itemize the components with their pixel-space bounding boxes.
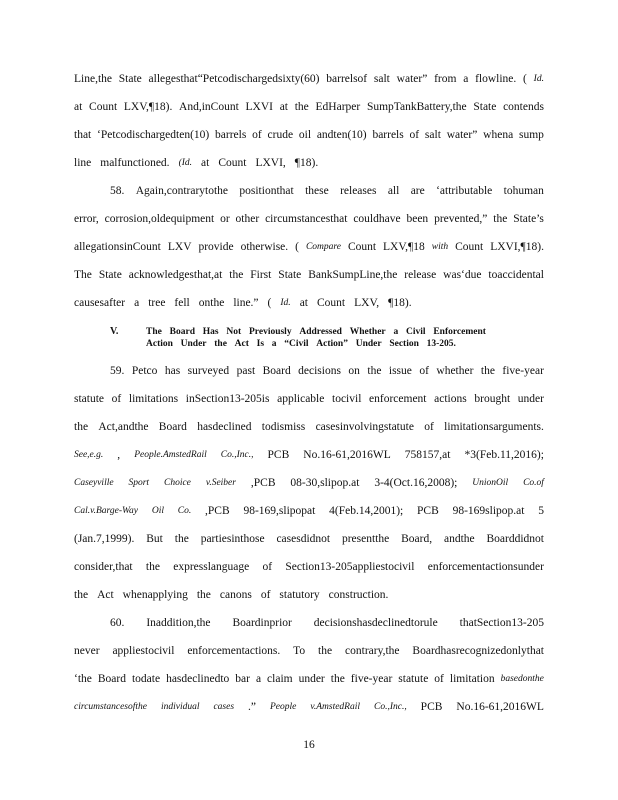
text-line (74, 392, 544, 406)
word: water” (446, 129, 478, 141)
word: corrosion,oldequipment (104, 213, 215, 225)
text-line (74, 504, 544, 518)
word: Id. (533, 74, 544, 84)
word: And,inCount (179, 101, 239, 113)
heading-word: Civil (406, 327, 426, 337)
word: barrelsof (326, 73, 368, 85)
heading-word: Not (226, 327, 242, 337)
heading-word: Enforcement (433, 327, 486, 337)
word: flowline. (475, 73, 517, 85)
word: statute (398, 673, 429, 685)
word: at (201, 157, 210, 169)
word: of (434, 673, 444, 685)
word: positionthat (239, 185, 294, 197)
word: expresslanguage (173, 561, 250, 573)
word: Count (89, 101, 118, 113)
word: of (409, 129, 420, 141)
word: contrary,the (345, 645, 400, 657)
word: (Jan.7,1999). (74, 533, 135, 545)
word: has (164, 365, 181, 377)
word: Board (97, 673, 126, 685)
word: or (220, 213, 230, 225)
word: on (348, 365, 360, 377)
word: under (517, 393, 544, 405)
word: enforcementactions. (187, 645, 281, 657)
word: past (236, 365, 256, 377)
word: barrels (372, 129, 404, 141)
word: provide (198, 241, 234, 253)
word: malfunctioned. (100, 157, 170, 169)
word: canons (219, 589, 252, 601)
word: the (74, 421, 89, 433)
word: bar (235, 673, 250, 685)
heading-word: the (214, 339, 227, 349)
heading-word: “Civil (284, 339, 309, 349)
word: Board, (401, 533, 433, 545)
word: State (98, 269, 122, 281)
text-line (74, 240, 544, 254)
section-heading-line-2 (146, 338, 456, 350)
word: Count (218, 157, 247, 169)
word: andthe (443, 533, 475, 545)
word: State (118, 73, 142, 85)
word: a (134, 297, 140, 309)
word: of (424, 421, 434, 433)
word: allegationsinCount (74, 241, 161, 253)
word: the (145, 561, 160, 573)
word: inSection13-205is (185, 393, 270, 405)
word: enforcement (369, 393, 427, 405)
word: claim (267, 673, 293, 685)
word: a (255, 673, 262, 685)
word: State’s (513, 213, 544, 225)
word: People.AmstedRail (134, 450, 207, 460)
section-heading-line-1 (146, 326, 486, 338)
word: People (269, 702, 297, 712)
word: Count (347, 241, 377, 253)
word: PCB (420, 701, 443, 713)
word: ‘Petcodischargedten(10) (97, 129, 210, 141)
word: applicable (277, 393, 325, 405)
word: Co.of (523, 478, 544, 488)
word: the (174, 533, 189, 545)
word: was‘due (443, 269, 482, 281)
word: LXVI,¶18). (490, 241, 544, 253)
word: been (406, 213, 429, 225)
word: couldhave (353, 213, 401, 225)
word: Cal.v.Barge-Way (74, 506, 139, 516)
word: the (196, 589, 211, 601)
word: surveyed (187, 365, 230, 377)
word: at (279, 101, 289, 113)
word: the (330, 673, 345, 685)
word: allegesthat“Petcodischargedsixty(60) (148, 73, 320, 85)
word: 5 (538, 505, 544, 517)
word: Sport (128, 478, 150, 488)
word: of (111, 393, 122, 405)
word: Compare (305, 242, 341, 252)
word: limitations (128, 393, 179, 405)
word: whenapplying (122, 589, 188, 601)
word: hasdeclinedto (166, 673, 230, 685)
word: circumstancesofthe (74, 702, 147, 712)
word: of (252, 129, 262, 141)
word: Boardhasrecognizedonlythat (412, 645, 544, 657)
word: The (74, 269, 92, 281)
word: contends (503, 101, 544, 113)
word: SumpTankBattery,the (366, 101, 467, 113)
word: five-year (350, 673, 393, 685)
word: 98-169,slipopat (243, 505, 316, 517)
word: of (260, 589, 271, 601)
heading-word: Under (355, 339, 382, 349)
heading-word: Act (234, 339, 249, 349)
word: Inaddition,the (146, 617, 211, 629)
text-line (74, 560, 544, 574)
word: line.” (233, 297, 259, 309)
word: UnionOil (472, 478, 509, 488)
word: BankSumpLine,the (308, 269, 398, 281)
heading-word: Section (389, 339, 419, 349)
word: PCB (417, 505, 439, 517)
heading-word: Is (256, 339, 265, 349)
word: casesinvolvingstatute (315, 421, 414, 433)
word: State (473, 101, 497, 113)
heading-word: Has (202, 327, 219, 337)
word: ¶18). (388, 297, 412, 309)
heading-word: Under (180, 339, 207, 349)
word: Co.,Inc., (220, 450, 254, 460)
word: limitationsarguments. (444, 421, 544, 433)
word: See,e.g. (74, 450, 104, 460)
word: Count (455, 241, 484, 253)
text-line (110, 184, 544, 198)
word: fell (174, 297, 190, 309)
word: other (235, 213, 260, 225)
text-line (74, 100, 544, 114)
word: salt (424, 129, 441, 141)
word: LXV (167, 241, 192, 253)
word: To (293, 645, 306, 657)
word: casesdidnot (276, 533, 331, 545)
word: 08-30,slipop.at (290, 477, 360, 489)
word: never (74, 645, 100, 657)
word: ,PCB (205, 505, 230, 517)
word: .” (248, 701, 256, 713)
word: onthe (198, 297, 225, 309)
word: Act,andthe (98, 421, 149, 433)
heading-word: Whether (349, 327, 386, 337)
word: todismiss (261, 421, 306, 433)
word: are (410, 185, 425, 197)
heading-word: The (146, 327, 162, 337)
section-number: V. (110, 326, 119, 337)
word: the (493, 213, 508, 225)
word: statute (74, 393, 105, 405)
word: brought (474, 393, 511, 405)
text-line (74, 156, 544, 170)
word: v.AmstedRail (310, 702, 361, 712)
word: the (318, 645, 333, 657)
text-line (74, 588, 544, 602)
word: under (298, 673, 325, 685)
text-line (74, 476, 544, 490)
word: LXV,¶18 (383, 241, 425, 253)
word: sump (518, 129, 544, 141)
word: ¶18). (294, 157, 319, 169)
word: ( (295, 241, 299, 253)
word: salt (373, 73, 390, 85)
text-line (110, 364, 544, 378)
word: ‘the (74, 673, 92, 685)
word: 98-169slipop.at (452, 505, 525, 517)
word: First (250, 269, 272, 281)
word: individual (160, 702, 200, 712)
word: (Id. (178, 158, 193, 168)
word: Caseyville (74, 478, 114, 488)
word: ,PCB (250, 477, 276, 489)
word: 60. (110, 617, 125, 629)
word: Petco (131, 365, 158, 377)
word: tocivil (332, 393, 362, 405)
word: causesafter (74, 297, 126, 309)
word: oil (298, 129, 312, 141)
heading-word: Addressed (299, 327, 342, 337)
word: of (262, 561, 273, 573)
word: Oil (151, 506, 164, 516)
word: 3-4(Oct.16,2008); (374, 477, 458, 489)
word: that (74, 129, 92, 141)
heading-word: Previously (249, 327, 292, 337)
word: acknowledgesthat,at (128, 269, 223, 281)
word: No.16-61,2016WL (303, 449, 391, 461)
word: Boarddidnot (486, 533, 544, 545)
word: limitation (449, 673, 495, 685)
heading-word: Action” (316, 339, 348, 349)
heading-word: a (271, 339, 277, 349)
text-line (74, 296, 544, 310)
word: 59. (110, 365, 125, 377)
word: line (74, 157, 92, 169)
word: of (419, 365, 429, 377)
word: Choice (163, 478, 191, 488)
word: Co. (177, 506, 192, 516)
word: cases (213, 702, 235, 712)
word: five-year (502, 365, 544, 377)
word: LXVI (245, 101, 273, 113)
heading-word: Board (169, 327, 195, 337)
word: hasdeclined (197, 421, 252, 433)
word: with (431, 242, 449, 252)
word: tree (148, 297, 166, 309)
word: LXV, (354, 297, 380, 309)
word: whena (483, 129, 514, 141)
word: Again,contrarytothe (135, 185, 229, 197)
word: Section13-205appliestocivil (285, 561, 415, 573)
word: the (229, 269, 244, 281)
word: consider,that (74, 561, 133, 573)
text-line (110, 616, 544, 630)
word: from (434, 73, 457, 85)
word: decisions (298, 365, 341, 377)
word: ( (523, 73, 527, 85)
word: Act (97, 589, 114, 601)
text-line (74, 268, 544, 282)
text-line (74, 700, 544, 714)
word: Id. (280, 298, 291, 308)
word: Board (262, 365, 291, 377)
word: v.Seiber (205, 478, 236, 488)
word: PCB (267, 449, 290, 461)
word: partiesinthose (200, 533, 265, 545)
word: a (463, 73, 469, 85)
word: otherwise. (240, 241, 289, 253)
word: , (117, 449, 121, 461)
word: enforcementactionsunder (427, 561, 544, 573)
word: 758157,at (404, 449, 451, 461)
word: the (294, 101, 309, 113)
heading-word: 13-205. (426, 339, 456, 349)
word: EdHarper (315, 101, 361, 113)
word: presentthe (341, 533, 390, 545)
word: ( (267, 297, 272, 309)
word: Count (317, 297, 346, 309)
word: Boardinprior (232, 617, 292, 629)
word: Board (158, 421, 187, 433)
word: these (305, 185, 329, 197)
word: thatSection13-205 (459, 617, 544, 629)
word: decisionshasdeclinedtorule (313, 617, 438, 629)
word: No.16-61,2016WL (456, 701, 544, 713)
word: water” (396, 73, 428, 85)
word: crude (267, 129, 294, 141)
word: andten(10) (316, 129, 367, 141)
text-line (74, 644, 544, 658)
heading-word: a (393, 327, 399, 337)
text-line (74, 672, 544, 686)
word: appliestocivil (112, 645, 175, 657)
word: State (278, 269, 302, 281)
word: But (146, 533, 163, 545)
word: todate (131, 673, 161, 685)
text-line (74, 448, 544, 462)
word: the (367, 365, 382, 377)
word: circumstancesthat (265, 213, 348, 225)
heading-word: Action (146, 339, 173, 349)
word: error, (74, 213, 99, 225)
page-number: 16 (303, 739, 315, 751)
text-line (74, 212, 544, 226)
word: toaccidental (488, 269, 544, 281)
word: statutory (279, 589, 320, 601)
text-line (74, 72, 544, 86)
word: LXV,¶18). (123, 101, 173, 113)
word: all (387, 185, 400, 197)
word: issue (388, 365, 412, 377)
text-line (74, 420, 544, 434)
word: actions (434, 393, 467, 405)
word: Line,the (74, 73, 112, 85)
word: at (74, 101, 83, 113)
word: 4(Feb.14,2001); (329, 505, 404, 517)
word: construction. (328, 589, 389, 601)
word: Co.,Inc., (373, 702, 407, 712)
word: 58. (110, 185, 125, 197)
word: LXVI, (255, 157, 286, 169)
text-line (74, 532, 544, 546)
word: the (480, 365, 495, 377)
word: releases (340, 185, 377, 197)
text-line (74, 128, 544, 142)
word: basedonthe (500, 674, 544, 684)
word: *3(Feb.11,2016); (464, 449, 544, 461)
word: the (74, 589, 89, 601)
word: at (299, 297, 308, 309)
word: prevented,” (434, 213, 488, 225)
word: barrels (215, 129, 247, 141)
word: whether (436, 365, 474, 377)
word: ‘attributable (436, 185, 493, 197)
word: release (404, 269, 437, 281)
word: tohuman (503, 185, 544, 197)
